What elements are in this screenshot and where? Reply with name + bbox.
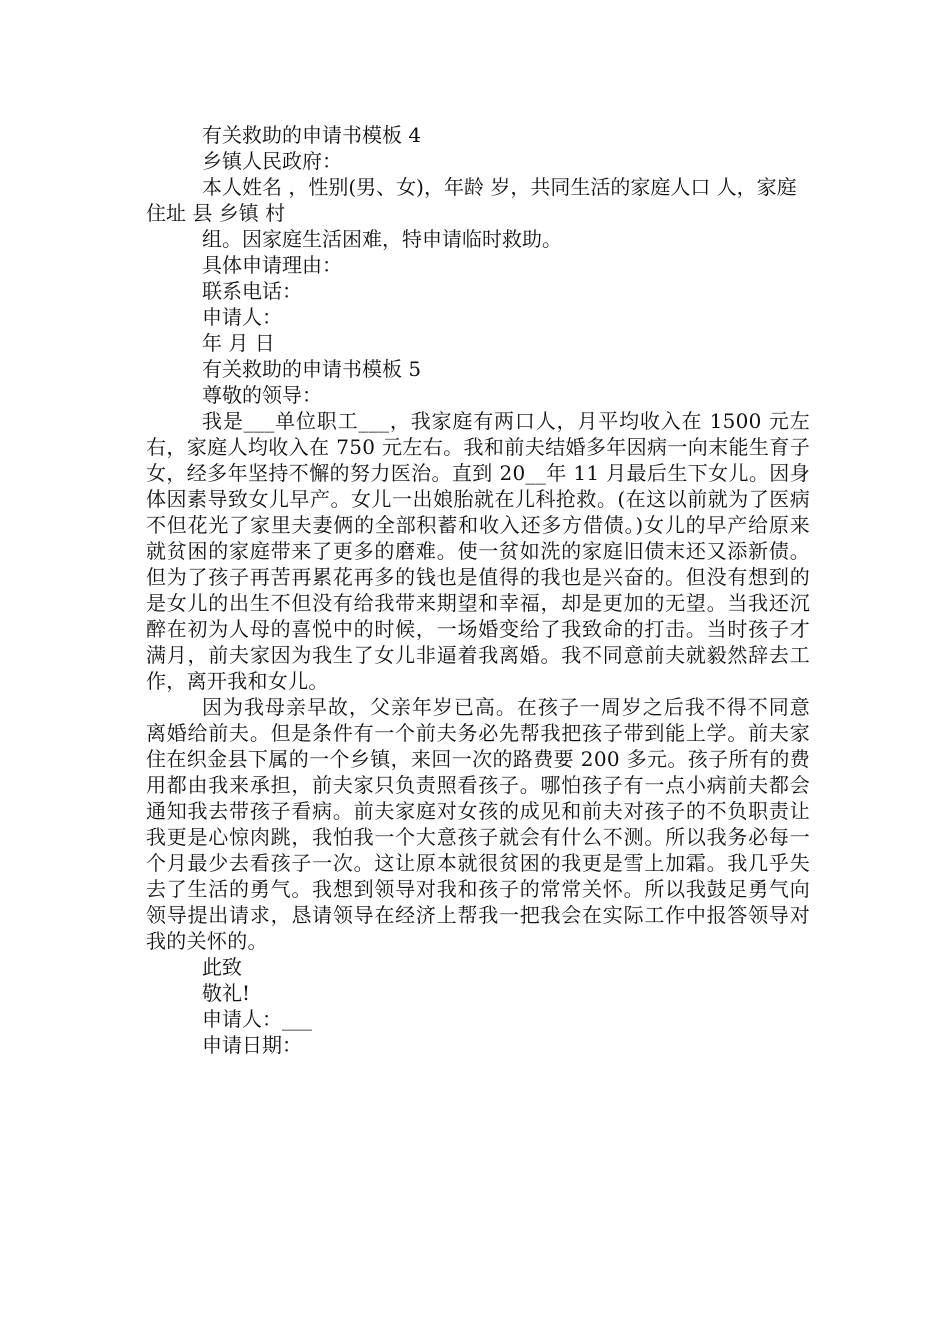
template4-intro-line2: 组。因家庭生活困难，特申请临时救助。 — [202, 227, 562, 251]
template5-closing-2: 敬礼! — [202, 981, 251, 1005]
template5-apply-date: 申请日期： — [202, 1033, 302, 1057]
template5-paragraph-1: 我是___单位职工___，我家庭有两口人，月平均收入在 1500 元左右，家庭人均收入在 750 元左右。我和前夫结婚多年因病一向末能生育子女，经多年坚持不懈的努力医治。直到 20__年 11 月最后生下女儿。因身体因素导致女儿早产。女儿一出娘胎就在儿科抢救。(在这以前就为了医病不但花光了家里夫妻俩的全部积蓄和收入还多方借债。)女儿的早产给原来就贫困的家庭带来了更多的磨难。使一贫如洗的家庭旧债末还又添新债。但为了孩子再苦再累花再多的钱也是值得的我也是兴奋的。但没有想到的是女儿的出生不但没有给我带来期望和幸福，却是更加的无望。当我还沉醉在初为人母的喜悦中的时候，一场婚变给了我致命的打击。当时孩子才满月，前夫家因为我生了女儿非逼着我离婚。我不同意前夫就毅然辞去工作，离开我和女儿。 — [146, 409, 810, 693]
template5-closing-1: 此致 — [202, 955, 242, 979]
template5-paragraph-2: 因为我母亲早故，父亲年岁已高。在孩子一周岁之后我不得不同意离婚给前夫。但是条件有一个前夫务必先帮我把孩子带到能上学。前夫家住在织金县下属的一个乡镇，来回一次的路费要 200 多元。孩子所有的费用都由我来承担，前夫家只负责照看孩子。哪怕孩子有一点小病前夫都会通知我去带孩子看病。前夫家庭对女孩的成见和前夫对孩子的不负职责让我更是心惊肉跳，我怕我一个大意孩子就会有什么不测。所以我务必每一个月最少去看孩子一次。这让原本就很贫困的我更是雪上加霜。我几乎失去了生活的勇气。我想到领导对我和孩子的常常关怀。所以我鼓足勇气向领导提出请求，恳请领导在经济上帮我一把我会在实际工作中报答领导对我的关怀的。 — [146, 695, 810, 953]
template5-applicant: 申请人：___ — [202, 1007, 312, 1031]
template5-salutation: 尊敬的领导： — [202, 383, 322, 407]
template4-intro-line1: 本人姓名 ，性别(男、女)，年龄 岁，共同生活的家庭人口 人，家庭住址 县 乡镇 村 — [146, 175, 797, 225]
document-body — [146, 122, 810, 1058]
template4-date: 年 月 日 — [202, 331, 275, 355]
template5-title: 有关救助的申请书模板 5 — [202, 357, 422, 381]
template4-recipient: 乡镇人民政府： — [202, 149, 342, 173]
template4-reason: 具体申请理由： — [202, 253, 342, 277]
template4-applicant: 申请人： — [202, 305, 282, 329]
template4-title: 有关救助的申请书模板 4 — [202, 123, 422, 147]
template4-phone: 联系电话： — [202, 279, 302, 303]
